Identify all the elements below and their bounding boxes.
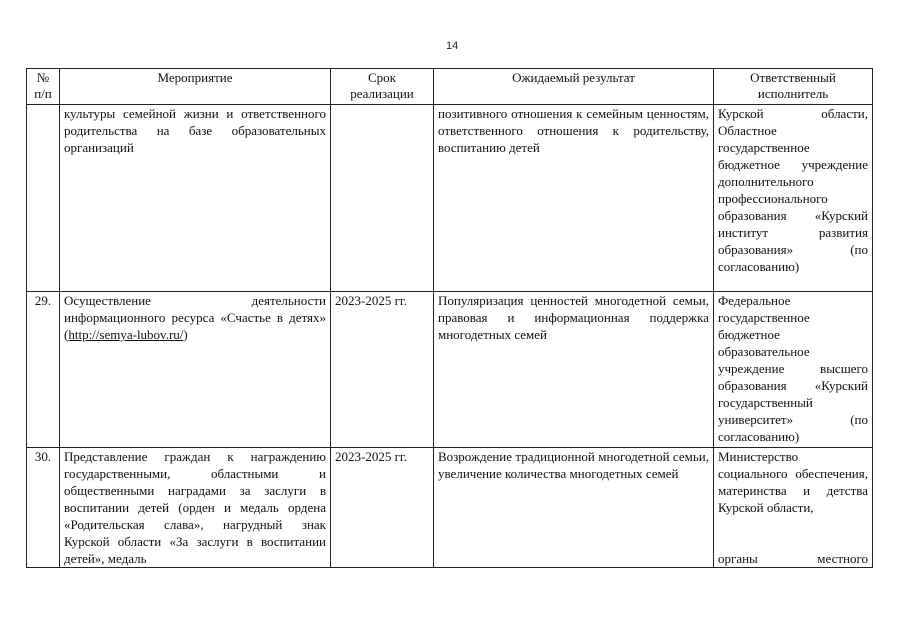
header-num bbox=[27, 69, 60, 105]
row-result-cell: Популяризация ценностей многодетной семьи, правовая и информационная поддержка многодетных семей bbox=[434, 292, 714, 448]
executor-main-text: Министерство социального обеспечения, материнства и детства Курской области, bbox=[718, 449, 868, 515]
table-row bbox=[27, 448, 873, 568]
header-executor-label: Ответственный исполнитель bbox=[750, 70, 836, 101]
row-num-cell: 29. bbox=[27, 292, 60, 448]
row-event-cell: культуры семейной жизни и ответственного родительства на базе образовательных организаций bbox=[60, 105, 331, 292]
row-term-cell: 2023-2025 гг. bbox=[331, 448, 434, 568]
row-result-cell: Возрождение традиционной многодетной семьи, увеличение количества многодетных семей bbox=[434, 448, 714, 568]
header-term bbox=[331, 69, 434, 105]
row-term-cell bbox=[331, 105, 434, 292]
header-result-label: Ожидаемый результат bbox=[512, 70, 635, 85]
resource-link[interactable]: http://semya-lubov.ru/ bbox=[68, 327, 184, 342]
executor-gap bbox=[718, 516, 868, 550]
header-executor bbox=[714, 69, 873, 105]
row-num-cell: 30. bbox=[27, 448, 60, 568]
header-result bbox=[434, 69, 714, 105]
row-executor-cell: Федеральное государственное бюджетное образовательное учреждение высшего образования «Курский государственный университет» (по согласованию) bbox=[714, 292, 873, 448]
row-event-cell bbox=[60, 292, 331, 448]
row-event-cell: Представление граждан к награждению государственными, областными и общественными наградами за заслуги в воспитании детей (орден и медаль ордена «Родительская слава», нагрудный знак Курской области «За заслуги в воспитании детей», медаль bbox=[60, 448, 331, 568]
row-num-cell bbox=[27, 105, 60, 292]
events-table bbox=[26, 68, 873, 568]
header-num-label: № п/п bbox=[34, 70, 52, 101]
table-header-row bbox=[27, 69, 873, 105]
page-number: 14 bbox=[446, 40, 459, 52]
row-executor-cell: Курской области, Областное государственное бюджетное учреждение дополнительного профессионального образования «Курский институт развития образования» (по согласованию) bbox=[714, 105, 873, 292]
row-term-cell: 2023-2025 гг. bbox=[331, 292, 434, 448]
executor-tail-text: органы местного bbox=[718, 551, 868, 566]
row-executor-cell bbox=[714, 448, 873, 568]
header-event bbox=[60, 69, 331, 105]
table-row bbox=[27, 292, 873, 448]
header-event-label: Мероприятие bbox=[157, 70, 233, 85]
header-term-label: Срок реализации bbox=[350, 70, 414, 101]
event-text-suffix: ) bbox=[183, 327, 188, 342]
table-row bbox=[27, 105, 873, 292]
event-text-prefix: Осуществление деятельности информационного ресурса «Счастье в детях» ( bbox=[64, 293, 326, 342]
row-result-cell: позитивного отношения к семейным ценностям, ответственного отношения к родительству, воспитанию детей bbox=[434, 105, 714, 292]
